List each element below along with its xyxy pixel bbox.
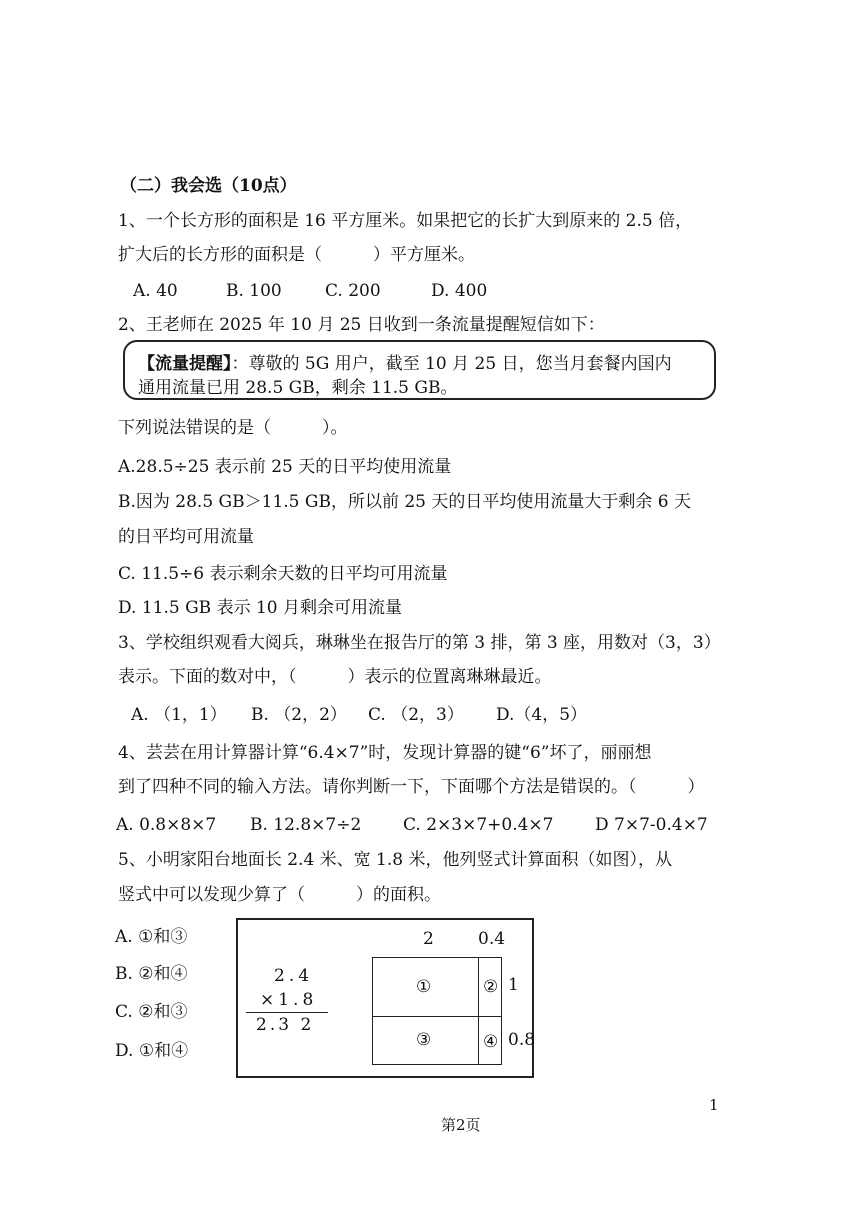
- q4-line1: 4、芸芸在用计算器计算“6.4×7”时，发现计算器的键“6”坏了，丽丽想: [118, 743, 652, 763]
- q5-option-b: B. ②和④: [115, 964, 188, 984]
- q1-option-d: D. 400: [431, 281, 488, 301]
- notice-line1: [138, 354, 672, 374]
- calc-top: 2.4: [274, 966, 314, 986]
- label-2: 2: [423, 929, 434, 949]
- q5-option-c: C. ②和③: [115, 1002, 188, 1022]
- region-2-label: ②: [483, 977, 499, 997]
- page-number: 1: [709, 1096, 719, 1114]
- notice-text: ：尊敬的 5G 用户，截至 10 月 25 日，您当月套餐内国内: [231, 354, 672, 374]
- q2-option-c: C. 11.5÷6 表示剩余天数的日平均可用流量: [118, 564, 448, 584]
- q1-line2: 扩大后的长方形的面积是（ ）平方厘米。: [118, 245, 475, 265]
- q3-option-d: D.（4，5）: [496, 705, 588, 725]
- q1-option-b: B. 100: [226, 281, 282, 301]
- label-1: 1: [508, 975, 519, 995]
- q5-line2: 竖式中可以发现少算了（ ）的面积。: [118, 885, 441, 905]
- q2-option-a: A.28.5÷25 表示前 25 天的日平均使用流量: [118, 457, 452, 477]
- region-4-label: ④: [483, 1032, 499, 1052]
- area-divider-horizontal: [372, 1016, 502, 1017]
- calc-mid: ×1.8: [260, 990, 318, 1010]
- q2-line1: 2、王老师在 2025 年 10 月 25 日收到一条流量提醒短信如下：: [118, 315, 605, 335]
- q2-option-b-line1: B.因为 28.5 GB＞11.5 GB，所以前 25 天的日平均使用流量大于剩余 6 天: [118, 492, 692, 512]
- calc-bottom: 2.3 2: [256, 1015, 315, 1035]
- q1-option-c: C. 200: [325, 281, 381, 301]
- q5-line1: 5、小明家阳台地面长 2.4 米、宽 1.8 米，他列竖式计算面积（如图），从: [118, 850, 673, 870]
- q1-line1: 1、一个长方形的面积是 16 平方厘米。如果把它的长扩大到原来的 2.5 倍，: [118, 211, 693, 231]
- q3-line2: 表示。下面的数对中，（ ）表示的位置离琳琳最近。: [118, 667, 552, 687]
- region-1-label: ①: [416, 977, 432, 997]
- area-diagram: [236, 918, 534, 1078]
- q4-option-c: C. 2×3×7+0.4×7: [403, 815, 554, 835]
- label-0-8: 0.8: [508, 1030, 536, 1050]
- region-3-label: ③: [416, 1030, 432, 1050]
- q3-option-a: A. （1，1）: [131, 705, 227, 725]
- section-title: （二）我会选（10点）: [120, 176, 297, 196]
- calc-rule: [246, 1012, 328, 1013]
- q4-line2: 到了四种不同的输入方法。请你判断一下，下面哪个方法是错误的。（ ）: [118, 777, 705, 797]
- page-label: 第2页: [441, 1116, 481, 1134]
- q2-prompt: 下列说法错误的是（ ）。: [118, 418, 348, 438]
- q3-option-b: B. （2，2）: [251, 705, 347, 725]
- area-divider-vertical: [478, 957, 479, 1065]
- q5-option-d: D. ①和④: [115, 1041, 189, 1061]
- q2-option-d: D. 11.5 GB 表示 10 月剩余可用流量: [118, 598, 403, 618]
- q4-option-d: D 7×7-0.4×7: [595, 815, 708, 835]
- q3-line1: 3、学校组织观看大阅兵，琳琳坐在报告厅的第 3 排，第 3 座，用数对（3，3）: [118, 633, 721, 653]
- label-0-4: 0.4: [478, 929, 506, 949]
- q4-option-b: B. 12.8×7÷2: [250, 815, 362, 835]
- notice-label: 【流量提醒】: [138, 354, 232, 374]
- q1-option-a: A. 40: [133, 281, 178, 301]
- notice-line2: 通用流量已用 28.5 GB，剩余 11.5 GB。: [138, 378, 458, 398]
- q2-option-b-line2: 的日平均可用流量: [118, 527, 254, 547]
- q3-option-c: C. （2，3）: [368, 705, 464, 725]
- q5-option-a: A. ①和③: [115, 927, 188, 947]
- q4-option-a: A. 0.8×8×7: [116, 815, 217, 835]
